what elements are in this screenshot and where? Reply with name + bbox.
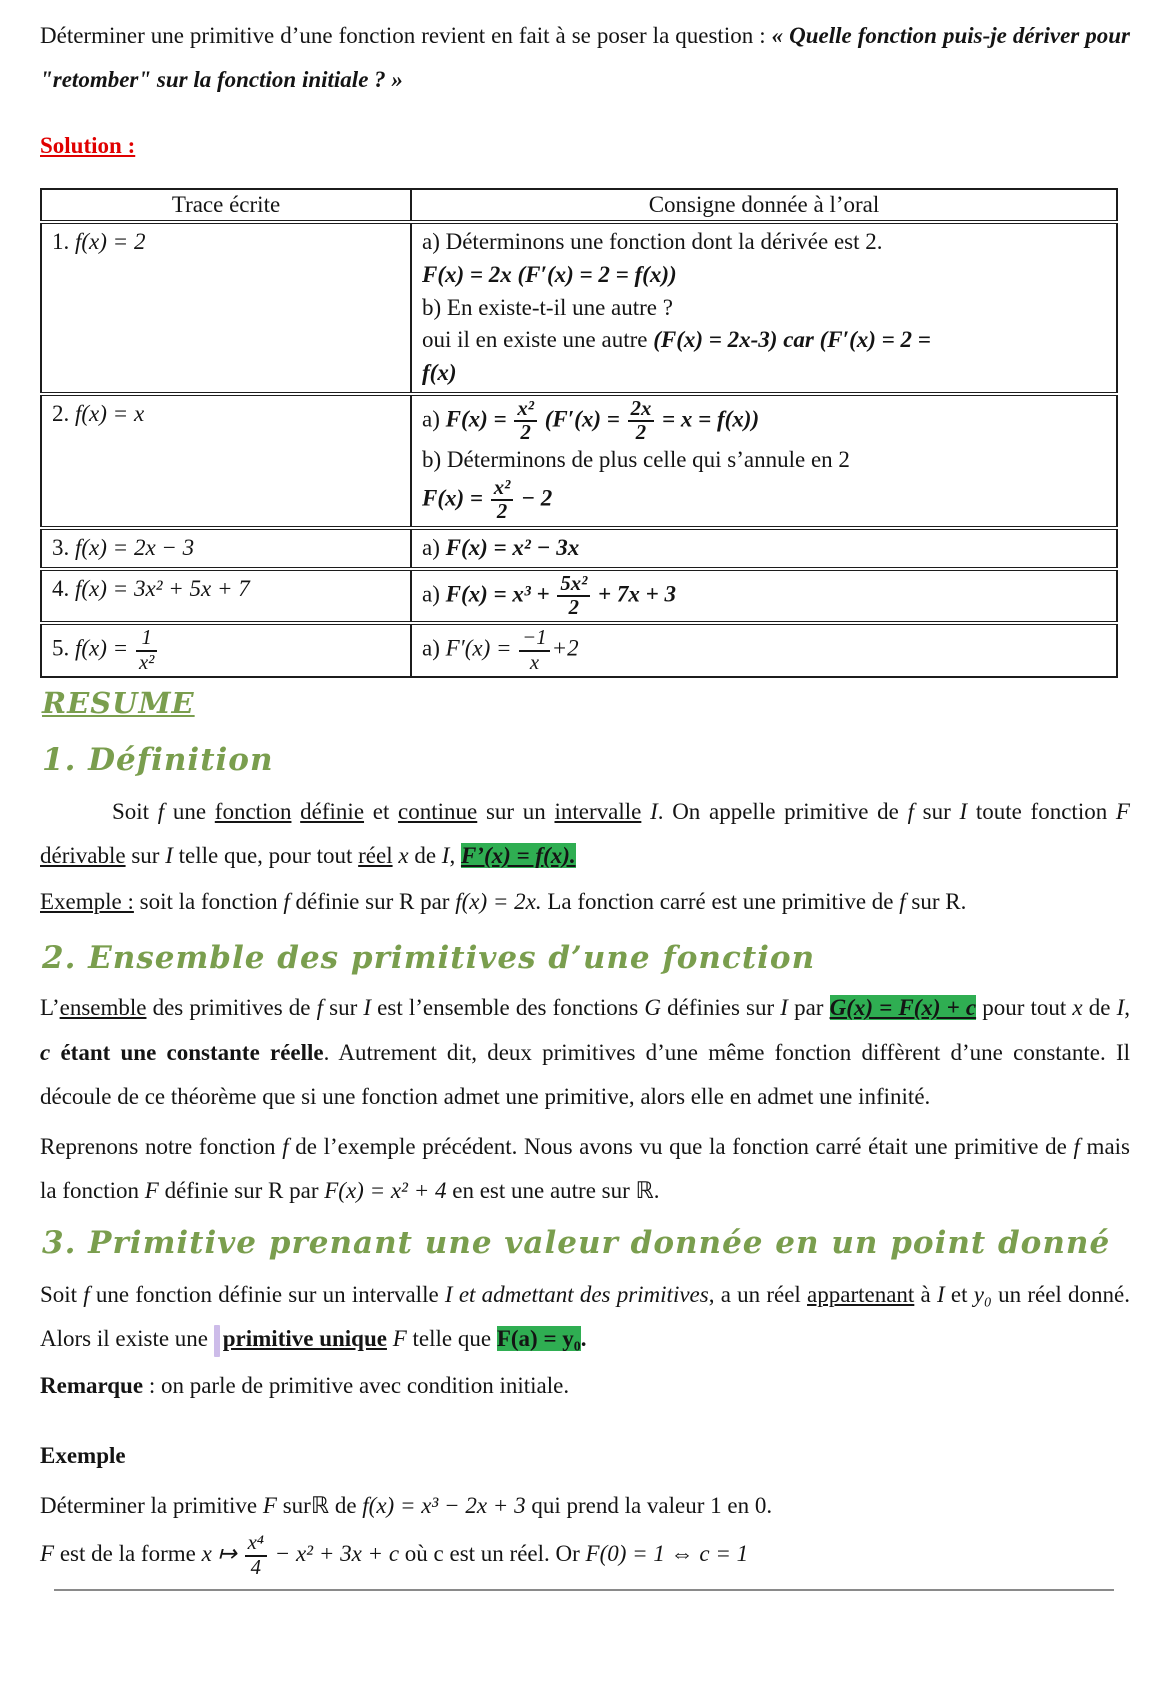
text-segment: L’ (40, 995, 60, 1021)
text-line (422, 226, 1106, 259)
table-cell-trace-4 (41, 569, 411, 624)
text-segment: réel (358, 843, 393, 869)
section-2-heading: 2. Ensemble des primitives d’une fonction (42, 940, 816, 977)
text-segment: mais la fonction (40, 1133, 1130, 1204)
table-cell-consigne-2 (411, 394, 1117, 528)
text-segment: f(x) = 2x. (455, 889, 542, 915)
text-segment: c (40, 1039, 51, 1065)
text-segment: soit la fonction (133, 889, 284, 915)
text-segment: est l’ensemble des fonctions (371, 995, 645, 1021)
text-segment: b) Déterminons de plus celle qui s’annule en 2 (422, 447, 850, 473)
text-line (422, 357, 1106, 390)
intro-paragraph (40, 14, 1130, 102)
text-segment: I (936, 1282, 945, 1308)
table-header-row (41, 189, 1117, 222)
table-cell-trace-2 (41, 394, 411, 528)
table-row (41, 394, 1117, 528)
text-segment: F (40, 1540, 55, 1566)
text-segment: F (144, 1178, 159, 1204)
text-segment: La fonction carré est une primitive de (541, 889, 900, 915)
text-segment: ensemble (59, 995, 147, 1021)
table-cell-consigne-4 (411, 569, 1117, 624)
text-line (422, 324, 1106, 357)
text-segment: − 2 (515, 485, 553, 511)
ensemble-paragraph (40, 986, 1130, 1118)
text-segment: en est une autre sur ℝ. (446, 1178, 660, 1204)
fraction: $\frac{\text{x²}}{2}$ (489, 477, 516, 524)
text-segment: Exemple : (40, 889, 134, 915)
text-segment: ℝ (310, 1492, 330, 1518)
table-cell-consigne-3 (411, 528, 1117, 569)
text-segment: F(x) = (445, 406, 513, 432)
text-line (422, 532, 1106, 565)
text-segment: définie sur R par (289, 889, 456, 915)
text-segment: Trace écrite (171, 192, 281, 218)
text-segment: 1. (52, 229, 75, 255)
text-segment: F(x) = x³ + (445, 581, 556, 607)
text-segment: telle que, pour tout (172, 843, 359, 869)
text-line (422, 573, 1106, 620)
primitive-unique-paragraph (40, 1273, 1130, 1361)
text-segment: intervalle (554, 798, 642, 824)
table-cell-trace-5 (41, 623, 411, 677)
text-segment: F (1115, 798, 1130, 824)
text-segment: x (1072, 995, 1083, 1021)
text-segment: toute fonction (967, 798, 1116, 824)
text-segment: . Autrement dit, deux primitives d’une même fonction diffèrent d’une constante. Il découle de ce théorème que si une fonction admet une primitive, alors elle en admet une infinité. (40, 1039, 1131, 1109)
text-segment: Exemple (40, 1442, 126, 1468)
text-segment: définies sur (660, 995, 781, 1021)
fraction: $\frac{-1}{x}$ (517, 627, 551, 674)
text-segment: x ↦ (201, 1540, 243, 1566)
text-cursor (214, 1325, 220, 1357)
text-segment: f (83, 1282, 90, 1308)
text-segment: Soit (40, 1282, 84, 1308)
text-segment: I (363, 995, 372, 1021)
solution-heading (40, 124, 1130, 168)
text-segment: + 7x + 3 (592, 581, 677, 607)
text-line (422, 398, 1106, 445)
text-segment: = x = f(x)) (656, 406, 760, 432)
text-segment: F (392, 1326, 407, 1352)
text-segment: (F′(x) = (538, 406, 626, 432)
text-segment: f (316, 995, 323, 1021)
text-segment: par (787, 995, 830, 1021)
exercise-table (40, 188, 1118, 677)
text-segment: . (580, 1326, 587, 1352)
text-segment: pour tout (976, 995, 1073, 1021)
text-segment: et (944, 1282, 974, 1308)
text-line (52, 226, 400, 259)
text-segment: où c est un réel. Or (399, 1540, 586, 1566)
text-segment: y₀ (973, 1282, 992, 1308)
text-segment: Consigne donnée à l’oral (648, 192, 880, 218)
text-segment: des primitives de (146, 995, 317, 1021)
text-segment: G(x) = F(x) + c (829, 995, 977, 1021)
table-header-consigne (411, 189, 1117, 222)
text-segment: sur un (477, 798, 555, 824)
text-segment: à (914, 1282, 937, 1308)
text-segment: F(0) = 1 ⇔ c = 1 (585, 1540, 749, 1566)
bottom-rule (54, 1589, 1114, 1591)
text-line (422, 627, 1106, 674)
text-segment: , (449, 843, 461, 869)
text-segment: a) (422, 635, 446, 661)
text-segment: a) (422, 406, 446, 432)
text-segment: une fonction définie sur un intervalle (89, 1282, 445, 1308)
text-segment: a) (422, 534, 446, 560)
remarque-paragraph (40, 1364, 1130, 1408)
text-segment: f(x) = x³ − 2x + 3 (362, 1492, 526, 1518)
text-segment: f(x) = 3x² + 5x + 7 (75, 575, 250, 601)
text-segment: , (1124, 995, 1130, 1021)
text-segment: b) En existe-t-il une autre ? (422, 294, 673, 320)
text-segment: f(x) = 2 (75, 229, 146, 255)
text-segment: définie sur R par (158, 1178, 325, 1204)
text-segment: Soit (112, 798, 158, 824)
text-segment: F(x) = 2x (F′(x) = 2 = f(x)) (422, 262, 677, 288)
text-segment: f(x) (422, 360, 457, 386)
text-line (52, 532, 400, 565)
table-header-trace-ecrite (41, 189, 411, 222)
text-segment: (F(x) = 2x-3) car (F′(x) = 2 = (653, 327, 931, 353)
text-segment: f(x) = 2x − 3 (75, 534, 195, 560)
text-line (422, 444, 1106, 477)
text-segment: sur (913, 798, 960, 824)
text-segment: étant une constante réelle (50, 1039, 324, 1065)
text-segment: une (164, 798, 215, 824)
table-row (41, 528, 1117, 569)
text-segment: f (283, 889, 290, 915)
text-segment: a) Déterminons une fonction dont la dérivée est 2. (422, 229, 883, 255)
text-segment (641, 799, 650, 824)
text-segment: 4. (52, 575, 75, 601)
table-cell-trace-1 (41, 222, 411, 393)
text-segment: F(x) = x² + 4 (324, 1178, 447, 1204)
text-segment: I (650, 798, 658, 824)
text-segment: I (441, 843, 450, 869)
table-cell-consigne-5 (411, 623, 1117, 677)
text-segment: +2 (551, 635, 579, 661)
text-segment: 5. (52, 635, 75, 661)
text-segment: telle que (406, 1326, 497, 1352)
text-segment: Déterminer une primitive d’une fonction revient en fait à se poser la question : (40, 23, 772, 48)
text-segment: fonction (214, 798, 292, 824)
fraction: $\frac{\text{x²}}{2}$ (512, 398, 539, 445)
text-segment: Solution : (40, 133, 136, 159)
text-segment: oui il en existe une autre (422, 327, 654, 353)
text-segment: f (1073, 1133, 1080, 1159)
text-segment: primitive unique (222, 1326, 387, 1352)
exemple-heading (40, 1434, 1130, 1478)
fraction: $\frac{2x}{2}$ (626, 398, 657, 445)
reprenons-paragraph (40, 1125, 1130, 1213)
text-segment: f (282, 1133, 289, 1159)
exemple-solution-paragraph (40, 1532, 1130, 1579)
text-segment: de (1082, 995, 1117, 1021)
text-segment: a) (422, 581, 446, 607)
text-segment: sur (125, 843, 166, 869)
text-line (422, 259, 1106, 292)
text-line (52, 627, 400, 674)
table-row (41, 222, 1117, 393)
text-segment: f(x) = x (75, 400, 145, 426)
text-segment: f(x) = (75, 635, 134, 661)
text-segment: de (329, 1492, 363, 1518)
text-line (52, 398, 400, 431)
text-segment: définie (300, 798, 365, 824)
table-cell-trace-3 (41, 528, 411, 569)
text-line (52, 573, 400, 606)
text-segment: F’(x) = f(x). (460, 843, 576, 869)
text-segment: F(a) = y₀ (496, 1326, 581, 1352)
text-segment: f (899, 889, 906, 915)
text-segment (291, 799, 300, 824)
resume-heading: RESUME (42, 685, 195, 720)
text-segment: sur (323, 995, 364, 1021)
fraction: $\frac{1}{\text{x²}}$ (134, 627, 159, 674)
text-line (422, 477, 1106, 524)
section-1-heading: 1. Définition (42, 741, 274, 778)
text-segment: Déterminer la primitive (40, 1492, 263, 1518)
text-segment: Reprenons notre fonction (40, 1133, 283, 1159)
text-segment: 3. (52, 534, 75, 560)
text-segment: sur R. (905, 889, 967, 915)
text-segment: I (165, 843, 173, 869)
text-segment: et admettant des primitives (458, 1282, 709, 1308)
text-segment: . On appelle primitive de (657, 798, 908, 824)
table-cell-consigne-1 (411, 222, 1117, 393)
text-segment: I (780, 995, 788, 1021)
text-segment: et (364, 798, 399, 824)
text-segment: x (398, 843, 409, 869)
text-segment: Remarque (40, 1372, 144, 1398)
text-line (422, 292, 1106, 325)
text-segment: f (157, 798, 165, 824)
text-segment: de l’exemple précédent. Nous avons vu que la fonction carré était une primitive de (288, 1133, 1074, 1159)
text-segment: I (1116, 995, 1125, 1021)
definition-paragraph (40, 790, 1130, 878)
text-segment: de (408, 843, 442, 869)
text-segment: F(x) = x² − 3x (445, 534, 580, 560)
text-segment: qui prend la valeur 1 en 0. (525, 1492, 773, 1518)
text-segment: F′(x) = (445, 635, 518, 661)
definition-example-paragraph (40, 880, 1130, 924)
text-segment: G (644, 995, 661, 1021)
text-segment: est de la forme (54, 1540, 202, 1566)
fraction: $\frac{\text{x⁴}}{4}$ (243, 1532, 269, 1579)
text-segment: 2. (52, 400, 75, 426)
text-segment: un réel donné. Alors il existe une (40, 1282, 1130, 1352)
text-segment: − x² + 3x + c (268, 1540, 400, 1566)
text-segment: F (262, 1492, 277, 1518)
text-segment: dérivable (40, 843, 126, 869)
table-row (41, 569, 1117, 624)
text-segment: , a un réel (708, 1282, 808, 1308)
table-row (41, 623, 1117, 677)
section-3-heading: 3. Primitive prenant une valeur donnée en un point donné (42, 1225, 1111, 1262)
text-segment: F(x) = (422, 485, 489, 511)
exemple-problem-paragraph (40, 1484, 1130, 1528)
text-segment: f (907, 798, 914, 824)
text-segment: : on parle de primitive avec condition initiale. (143, 1372, 570, 1398)
text-segment: continue (398, 798, 478, 824)
fraction: $\frac{\text{5x²}}{2}$ (555, 573, 592, 620)
text-segment: appartenant (807, 1282, 915, 1308)
text-segment: « Quelle fonction puis-je dériver pour "retomber" sur la fonction initiale ? » (40, 23, 1130, 93)
text-segment: I (444, 1282, 453, 1308)
text-segment: I (959, 798, 968, 824)
text-segment: sur (276, 1492, 311, 1518)
